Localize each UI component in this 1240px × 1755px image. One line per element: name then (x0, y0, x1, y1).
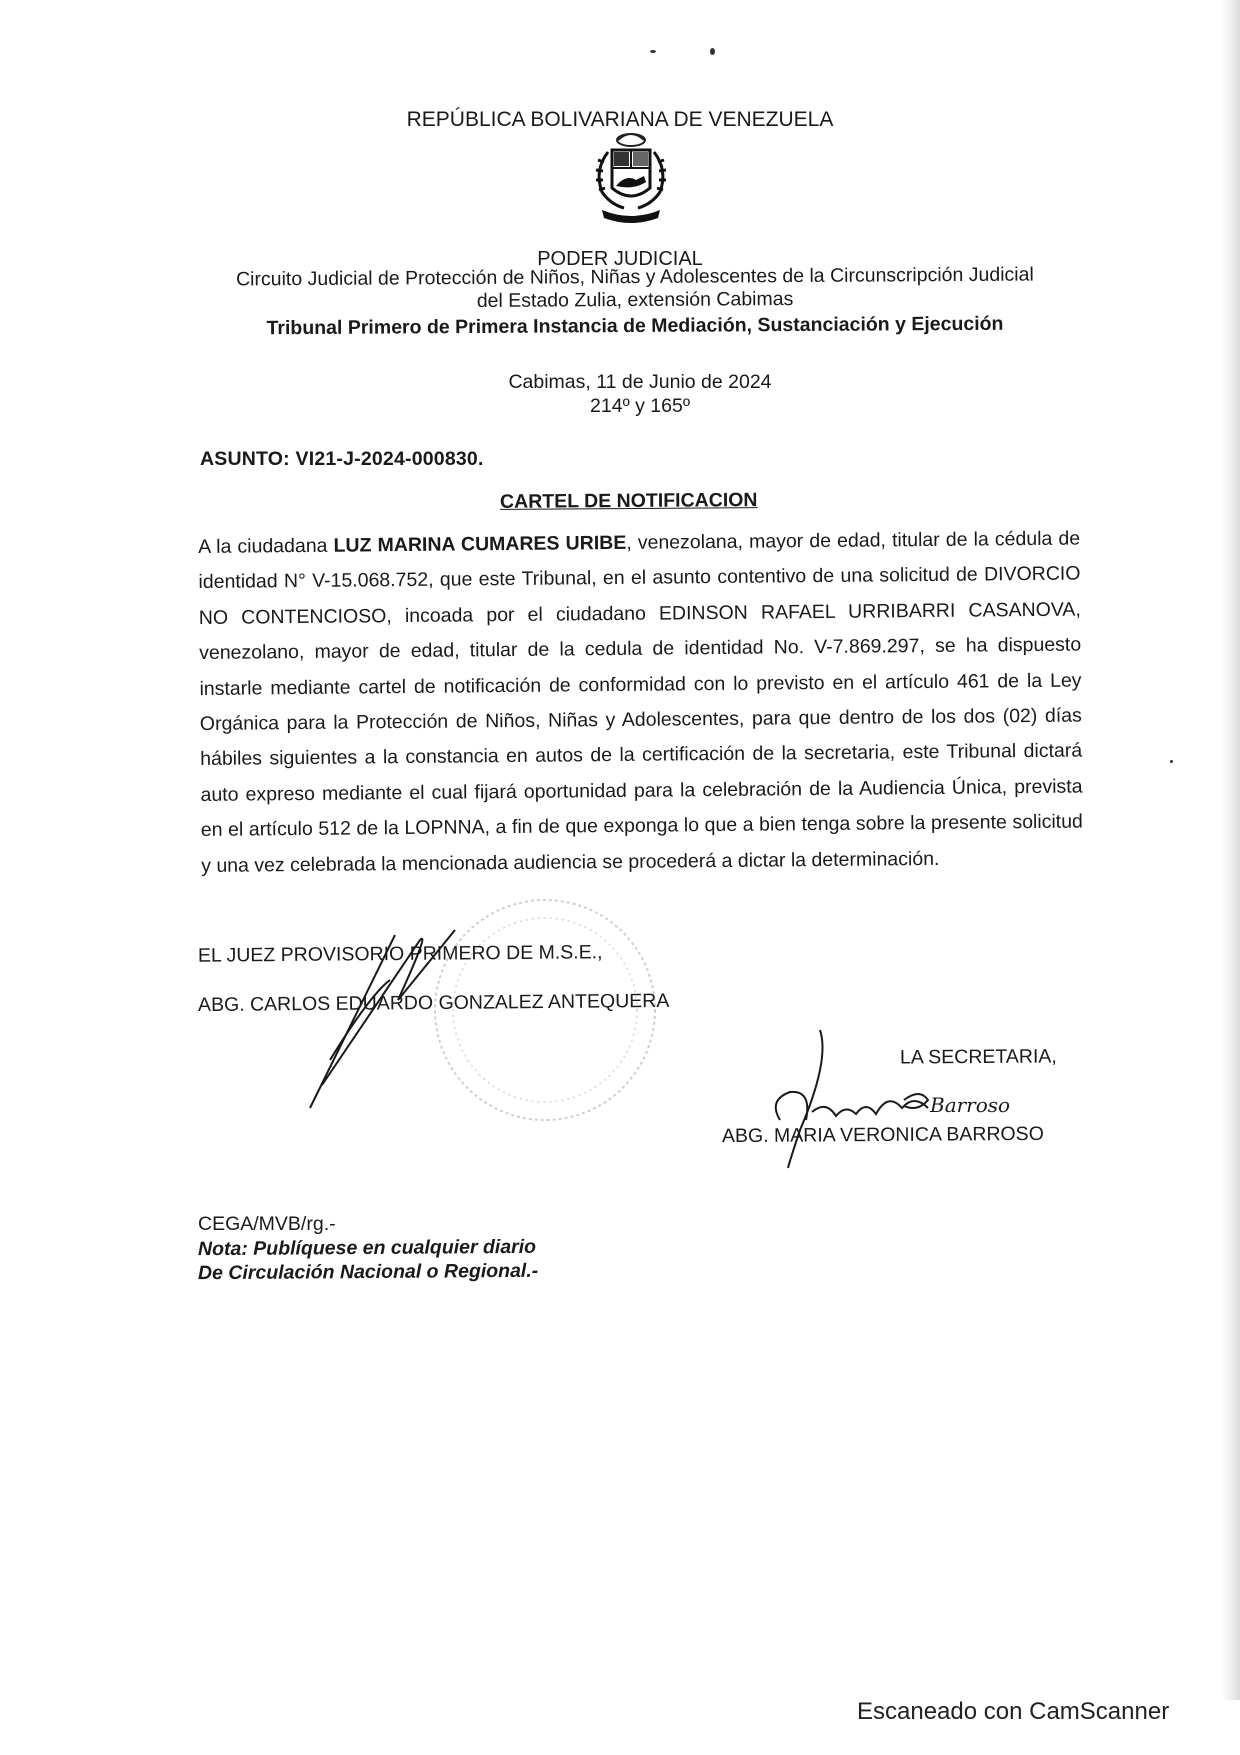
secretary-name: ABG. MARIA VERONICA BARROSO (721, 1122, 1044, 1148)
circuit-line-1: Circuito Judicial de Protección de Niños, Niñas y Adolescentes de la Circunscripción Judicial (235, 263, 1034, 291)
scan-speck (650, 50, 656, 53)
case-number: ASUNTO: VI21-J-2024-000830. (200, 448, 484, 470)
publication-note-line-2: De Circulación Nacional o Regional.- (197, 1259, 539, 1285)
scan-speck (710, 48, 715, 55)
tribunal-heading: Tribunal Primero de Primera Instancia de Mediación, Sustanciación y Ejecución (266, 312, 1004, 340)
document-initials: CEGA/MVB/rg.- (198, 1213, 336, 1235)
branch-heading: PODER JUDICIAL (537, 248, 703, 270)
judge-name: ABG. CARLOS EDUARDO GONZALEZ ANTEQUERA (197, 989, 670, 1017)
years-line: 214º y 165º (590, 395, 690, 417)
document-title: CARTEL DE NOTIFICACION (499, 489, 758, 513)
recipient-name: LUZ MARINA CUMARES URIBE (333, 531, 627, 557)
dateline (430, 370, 850, 418)
venezuela-coat-of-arms-icon (588, 130, 674, 228)
secretary-title: LA SECRETARIA, (899, 1045, 1057, 1069)
notice-body (198, 522, 1083, 885)
body-intro: A la ciudadana (198, 534, 334, 558)
body-text: , venezolana, mayor de edad, titular de la cédula de identidad N° V-15.068.752, que este Tribunal, en el asunto contentivo de una solicitud de DIVORCIO NO CONTENCIOSO, incoada por el ciudadano EDINSON RAFAEL URRIBARRI CASANOVA, venezolano, mayor de edad, titular de la cedula de identidad No. V-7.869.297, se ha dispuesto instarle mediante cartel de notificación de conformidad con lo previsto en el artículo 461 de la Ley Orgánica para la Protección de Niños, Niñas y Adolescentes, para que dentro de los dos (02) días hábiles siguientes a la constancia en autos de la certificación de la secretaria, este Tribunal dictará auto expreso mediante el cual fijará oportunidad para la celebración de la Audiencia Única, prevista en el artículo 512 de la LOPNNA, a fin de que exponga lo que a bien tenga sobre la presente solicitud y una vez celebrada la mencionada audiencia se procederá a dictar la determinación. (198, 527, 1083, 877)
scan-edge-shadow (1222, 0, 1240, 1700)
publication-note-line-1: Nota: Publíquese en cualquier diario (197, 1235, 537, 1261)
republic-heading: REPÚBLICA BOLIVARIANA DE VENEZUELA (406, 108, 834, 131)
circuit-heading (190, 263, 1080, 314)
place-date: Cabimas, 11 de Junio de 2024 (508, 371, 772, 393)
circuit-line-2: del Estado Zulia, extensión Cabimas (476, 288, 794, 312)
scanner-watermark: Escaneado con CamScanner (857, 1698, 1170, 1725)
scan-speck (1170, 760, 1173, 763)
judge-title: EL JUEZ PROVISORIO PRIMERO DE M.S.E., (197, 941, 603, 967)
svg-text:Barroso: Barroso (930, 1093, 1011, 1117)
